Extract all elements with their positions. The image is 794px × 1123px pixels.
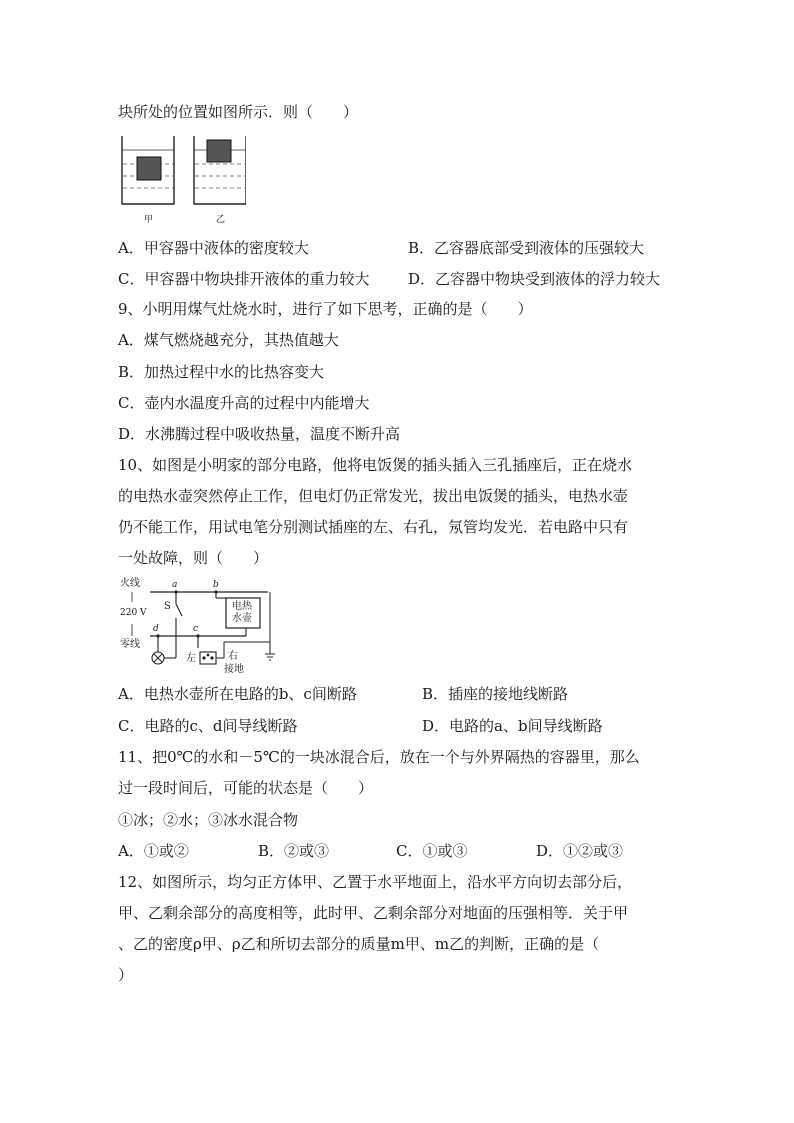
q11-option-d: D．①②或③: [536, 842, 624, 860]
q8-option-d: D．乙容器中物块受到液体的浮力较大: [408, 270, 661, 288]
q8-stem-tail: 块所处的位置如图所示．则（ ）: [118, 103, 359, 121]
q11-states: ①冰；②水；③冰水混合物: [118, 811, 299, 829]
container-label-jia: 甲: [144, 215, 154, 225]
q10-stem-line-3: 仍不能工作，用试电笔分别测试插座的左、右孔，氖管均发光．若电路中只有: [118, 518, 629, 536]
containers-diagram: [118, 132, 246, 228]
circuit-label-voltage: 220 V: [120, 608, 147, 618]
q9-stem: 9、小明用煤气灶烧水时，进行了如下思考，正确的是（ ）: [118, 300, 533, 318]
socket-label-left: 左: [186, 653, 196, 664]
q9-option-b: B．加热过程中水的比热容变大: [118, 363, 325, 381]
circuit-label-c: c: [193, 624, 199, 634]
q12-stem-line-4: ）: [118, 966, 134, 984]
q11-stem-line-2: 过一段时间后，可能的状态是（ ）: [118, 779, 374, 797]
q12-stem-line-1: 12、如图所示，均匀正方体甲、乙置于水平地面上，沿水平方向切去部分后，: [118, 873, 633, 891]
kettle-label-line1: 电热: [232, 601, 252, 612]
q9-option-c: C．壶内水温度升高的过程中内能增大: [118, 394, 370, 412]
ground-label: 接地: [224, 664, 244, 675]
q10-option-c: C．电路的c、d间导线断路: [118, 717, 298, 735]
circuit-label-switch: S: [164, 601, 171, 612]
circuit-label-a: a: [172, 580, 178, 590]
q9-option-d: D．水沸腾过程中吸收热量，温度不断升高: [118, 425, 401, 443]
q10-stem-line-4: 一处故障，则（ ）: [118, 549, 269, 567]
q10-stem-line-2: 的电热水壶突然停止工作，但电灯仍正常发光，拔出电饭煲的插头，电热水壶: [118, 487, 629, 505]
q10-figure-circuit: [120, 576, 280, 680]
circuit-diagram: [120, 576, 280, 680]
q9-option-a: A．煤气燃烧越充分，其热值越大: [118, 331, 339, 349]
container-label-yi: 乙: [216, 215, 226, 225]
q10-stem-line-1: 10、如图是小明家的部分电路，他将电饭煲的插头插入三孔插座后，正在烧水: [118, 456, 633, 474]
kettle-label-line2: 水壶: [232, 613, 252, 624]
q10-option-a: A．电热水壶所在电路的b、c间断路: [118, 685, 357, 703]
q8-option-b: B．乙容器底部受到液体的压强较大: [408, 239, 645, 257]
q8-option-a: A．甲容器中液体的密度较大: [118, 239, 309, 257]
q10-option-b: B．插座的接地线断路: [422, 685, 569, 703]
container-yi: [194, 136, 246, 204]
q12-stem-line-2: 甲、乙剩余部分的高度相等，此时甲、乙剩余部分对地面的压强相等．关于甲: [118, 904, 629, 922]
q8-figure-containers: [118, 132, 246, 228]
q8-option-c: C．甲容器中物块排开液体的重力较大: [118, 270, 370, 288]
socket-label-right: 右: [228, 651, 238, 662]
container-jia: [122, 136, 174, 204]
q12-stem-line-3: 、乙的密度ρ甲、ρ乙和所切去部分的质量m甲、m乙的判断，正确的是（: [118, 935, 600, 953]
q11-option-a: A．①或②: [118, 842, 189, 860]
circuit-label-neutral: 零线: [120, 639, 140, 650]
q11-stem-line-1: 11、把0℃的水和－5℃的一块冰混合后，放在一个与外界隔热的容器里，那么: [118, 748, 640, 766]
circuit-label-b: b: [213, 580, 219, 590]
circuit-label-live: 火线: [120, 578, 140, 589]
q10-option-d: D．电路的a、b间导线断路: [422, 717, 603, 735]
q11-option-b: B．②或③: [258, 842, 330, 860]
circuit-label-d: d: [153, 624, 159, 634]
q11-option-c: C．①或③: [396, 842, 468, 860]
